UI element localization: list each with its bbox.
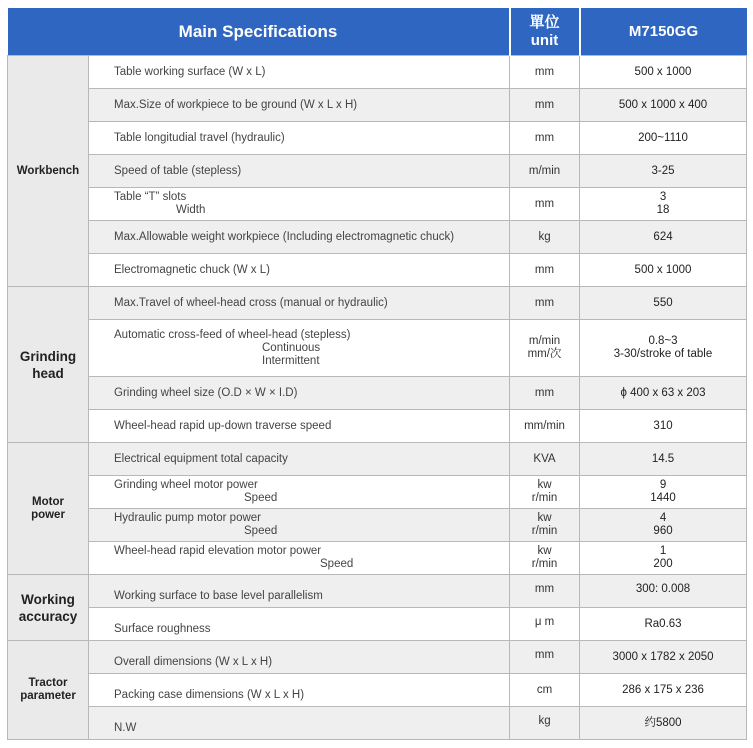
row-desc-line: Continuous bbox=[262, 341, 321, 354]
row-value: 500 x 1000 x 400 bbox=[580, 89, 747, 122]
row-desc-line: Width bbox=[176, 204, 206, 216]
row-desc: Electrical equipment total capacity bbox=[89, 443, 510, 476]
table-row bbox=[8, 254, 747, 287]
table-row bbox=[8, 575, 747, 608]
header-unit bbox=[510, 8, 580, 56]
row-value-line: 3-30/stroke of table bbox=[613, 348, 713, 360]
table-row bbox=[8, 608, 747, 641]
row-unit: KVA bbox=[510, 443, 580, 476]
row-unit-line: kw bbox=[537, 479, 552, 491]
row-unit: mm bbox=[510, 254, 580, 287]
row-desc-line: Table “T” slots bbox=[114, 191, 187, 203]
row-desc: Working surface to base level parallelism bbox=[89, 575, 510, 608]
row-desc: Grinding wheel size (O.D × W × I.D) bbox=[89, 377, 510, 410]
row-desc: Max.Travel of wheel-head cross (manual or hydraulic) bbox=[89, 287, 510, 320]
row-unit-line: r/min bbox=[531, 492, 558, 504]
row-value: 300: 0.008 bbox=[580, 575, 747, 608]
row-desc: Max.Size of workpiece to be ground (W x L x H) bbox=[89, 89, 510, 122]
row-desc: Max.Allowable weight workpiece (Including electromagnetic chuck) bbox=[89, 221, 510, 254]
row-unit-line: r/min bbox=[531, 525, 558, 537]
row-desc bbox=[89, 509, 510, 542]
row-value: 3000 x 1782 x 2050 bbox=[580, 641, 747, 674]
row-desc: Surface roughness bbox=[89, 608, 510, 641]
row-desc-line: Intermittent bbox=[262, 354, 320, 367]
header-title: Main Specifications bbox=[8, 8, 510, 56]
header-unit-cn: 單位 bbox=[529, 13, 560, 31]
table-row bbox=[8, 542, 747, 575]
group-tractor-parameter bbox=[8, 641, 89, 740]
group-label-line: power bbox=[31, 508, 65, 521]
row-desc: Overall dimensions (W x L x H) bbox=[89, 641, 510, 674]
row-unit: mm bbox=[510, 122, 580, 155]
table-row bbox=[8, 287, 747, 320]
row-value: 200~1110 bbox=[580, 122, 747, 155]
table-row bbox=[8, 707, 747, 740]
row-unit-line: r/min bbox=[531, 558, 558, 570]
row-unit: mm bbox=[510, 377, 580, 410]
row-unit bbox=[510, 320, 580, 377]
row-desc: N.W bbox=[89, 707, 510, 740]
row-unit: cm bbox=[510, 674, 580, 707]
row-desc: Wheel-head rapid up-down traverse speed bbox=[89, 410, 510, 443]
group-label-line: parameter bbox=[20, 690, 76, 702]
row-value: 500 x 1000 bbox=[580, 56, 747, 89]
group-working-accuracy bbox=[8, 575, 89, 641]
row-value-line: 18 bbox=[656, 204, 670, 216]
row-unit: mm bbox=[510, 641, 580, 674]
group-label-line: Motor bbox=[32, 495, 64, 508]
row-desc bbox=[89, 320, 510, 377]
group-label-line: Working bbox=[21, 591, 75, 607]
row-value bbox=[580, 509, 747, 542]
table-row bbox=[8, 377, 747, 410]
row-value: 310 bbox=[580, 410, 747, 443]
row-desc: Table longitudial travel (hydraulic) bbox=[89, 122, 510, 155]
row-unit-line: mm/次 bbox=[527, 348, 562, 360]
table-row bbox=[8, 476, 747, 509]
row-unit: kg bbox=[510, 707, 580, 740]
row-value: 500 x 1000 bbox=[580, 254, 747, 287]
table-row bbox=[8, 509, 747, 542]
row-value: ϕ 400 x 63 x 203 bbox=[580, 377, 747, 410]
header-model: M7150GG bbox=[580, 8, 747, 56]
row-desc-line: Speed bbox=[244, 525, 278, 537]
header-unit-en: unit bbox=[530, 31, 559, 49]
row-desc bbox=[89, 188, 510, 221]
specifications-table bbox=[7, 8, 747, 740]
row-value: 550 bbox=[580, 287, 747, 320]
row-desc-line: Speed bbox=[244, 492, 278, 504]
row-desc-line: Automatic cross-feed of wheel-head (stepless) bbox=[114, 328, 351, 341]
row-unit: mm bbox=[510, 287, 580, 320]
group-workbench: Workbench bbox=[8, 56, 89, 287]
row-value: 3-25 bbox=[580, 155, 747, 188]
row-unit-line: kw bbox=[537, 512, 552, 524]
row-unit: mm bbox=[510, 56, 580, 89]
row-desc bbox=[89, 476, 510, 509]
group-label-line: Grinding bbox=[19, 348, 77, 364]
row-value: 286 x 175 x 236 bbox=[580, 674, 747, 707]
row-unit: mm/min bbox=[510, 410, 580, 443]
row-value: 624 bbox=[580, 221, 747, 254]
group-motor-power bbox=[8, 443, 89, 575]
row-unit-line: m/min bbox=[528, 335, 561, 347]
row-value bbox=[580, 476, 747, 509]
group-label-line: Tractor bbox=[28, 677, 68, 689]
row-desc: Packing case dimensions (W x L x H) bbox=[89, 674, 510, 707]
row-desc bbox=[89, 542, 510, 575]
row-unit: mm bbox=[510, 575, 580, 608]
table-row bbox=[8, 443, 747, 476]
table-row bbox=[8, 122, 747, 155]
row-value-line: 960 bbox=[653, 525, 673, 537]
row-desc-line: Grinding wheel motor power bbox=[114, 479, 258, 491]
row-value: Ra0.63 bbox=[580, 608, 747, 641]
row-value-line: 1 bbox=[659, 545, 667, 557]
table-header bbox=[8, 8, 747, 56]
row-value-line: 4 bbox=[659, 512, 667, 524]
table-row bbox=[8, 188, 747, 221]
row-unit: m/min bbox=[510, 155, 580, 188]
row-desc: Electromagnetic chuck (W x L) bbox=[89, 254, 510, 287]
row-unit: μ m bbox=[510, 608, 580, 641]
row-value-line: 0.8~3 bbox=[648, 335, 678, 347]
row-desc-line: Speed bbox=[320, 558, 354, 570]
group-label-line: head bbox=[32, 365, 64, 381]
row-unit bbox=[510, 542, 580, 575]
table-row bbox=[8, 89, 747, 122]
row-unit bbox=[510, 476, 580, 509]
table-row bbox=[8, 410, 747, 443]
row-unit: mm bbox=[510, 89, 580, 122]
row-unit: mm bbox=[510, 188, 580, 221]
row-desc-line: Hydraulic pump motor power bbox=[114, 512, 262, 524]
table-row bbox=[8, 674, 747, 707]
row-value: 约5800 bbox=[580, 707, 747, 740]
row-value: 14.5 bbox=[580, 443, 747, 476]
row-desc: Speed of table (stepless) bbox=[89, 155, 510, 188]
row-value-line: 3 bbox=[659, 191, 667, 203]
row-unit: kg bbox=[510, 221, 580, 254]
table-row bbox=[8, 320, 747, 377]
table-row bbox=[8, 56, 747, 89]
table-row bbox=[8, 641, 747, 674]
row-value bbox=[580, 542, 747, 575]
group-grinding-head bbox=[8, 287, 89, 443]
row-unit-line: kw bbox=[537, 545, 552, 557]
row-value-line: 9 bbox=[659, 479, 667, 491]
row-value bbox=[580, 188, 747, 221]
table-row bbox=[8, 155, 747, 188]
row-value bbox=[580, 320, 747, 377]
row-value-line: 200 bbox=[653, 558, 673, 570]
row-value-line: 1440 bbox=[650, 492, 676, 504]
row-desc: Table working surface (W x L) bbox=[89, 56, 510, 89]
row-unit bbox=[510, 509, 580, 542]
table-row bbox=[8, 221, 747, 254]
group-label-line: accuracy bbox=[18, 608, 78, 624]
row-desc-line: Wheel-head rapid elevation motor power bbox=[114, 545, 322, 557]
